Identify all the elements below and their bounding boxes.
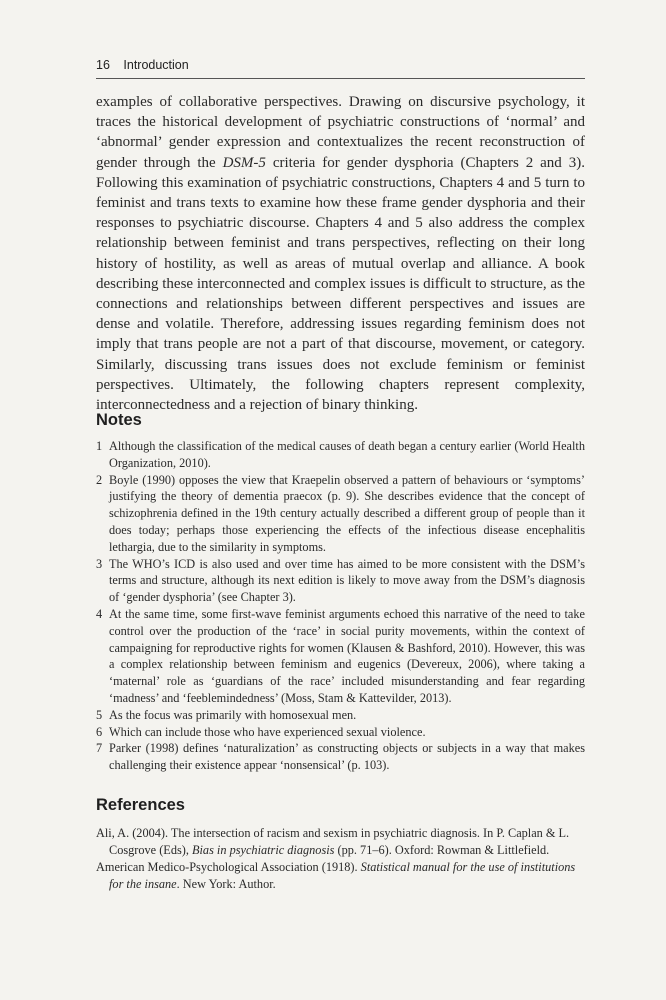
note-number: 2 — [96, 472, 103, 487]
notes-list — [96, 438, 585, 774]
reference-title: Bias in psychiatric diagnosis — [192, 843, 335, 857]
note-number: 1 — [96, 439, 103, 453]
note-text: At the same time, some first-wave feminist arguments echoed this narrative of the need to take control over the production of the ‘race’ in social purity movements, within the context of campaigning for reproductive rights for women (Klausen & Bashford, 2010). However, this was a complex relationship between feminism and eugenics (Devereux, 2006), where taking a ‘maternal’ role as ‘guardians of the race’ included misunderstanding and fear regarding ‘madness’ and ‘feeblemindedness’ (Moss, Stam & Kattevilder, 2013). — [109, 606, 585, 705]
page-number: 16 — [96, 58, 110, 72]
reference-text: . New York: Author. — [176, 877, 276, 891]
note-item — [96, 556, 585, 606]
note-text: Which can include those who have experienced sexual violence. — [109, 724, 426, 739]
body-paragraph-part-2: criteria for gender dysphoria (Chapters 2 and 3). Following this examination of psychiatric constructions, Chapters 4 and 5 turn to feminist and trans texts to examine how these frame gender dysphoria and their responses to psychiatric discourse. Chapters 4 and 5 also address the complex relationship between feminist and trans perspectives, reflecting on their long history of hostility, as well as areas of mutual overlap and alliance. A book describing these interconnected and complex issues is difficult to structure, as the connections and relationships between different perspectives and issues are dense and volatile. Therefore, addressing issues regarding feminism does not imply that trans people are not a part of that discourse, movement, or category. Similarly, discussing trans issues does not exclude feminism or feminist perspectives. Ultimately, the following chapters represent complexity, interconnectedness and a rejection of binary thinking. — [96, 154, 585, 414]
note-text: Boyle (1990) opposes the view that Kraepelin observed a pattern of behaviours or ‘symptoms’ justifying the theory of dementia praecox (p. 9). She describes evidence that the concept of schizophrenia defined in the 19th century actually described a different group of people than it does today; perhaps those experiencing the effects of the infectious disease encephalitis lethargia, due to the similarity in symptoms. — [109, 472, 585, 554]
note-text: The WHO’s ICD is also used and over time has aimed to be more consistent with the DSM’s terms and structure, although its next edition is likely to move away from the DSM’s diagnosis of ‘gender dysphoria’ (see Chapter 3). — [109, 556, 585, 605]
note-item — [96, 707, 585, 724]
note-number: 4 — [96, 606, 103, 621]
body-text — [96, 92, 585, 415]
section-title: Introduction — [123, 58, 189, 72]
reference-item — [96, 825, 585, 859]
note-number: 5 — [96, 707, 103, 722]
references-heading: References — [96, 796, 185, 814]
note-number: 7 — [96, 741, 103, 756]
note-item — [96, 740, 585, 774]
note-text: As the focus was primarily with homosexual men. — [109, 707, 357, 722]
reference-text: (pp. 71–6). Oxford: Rowman & Littlefield. — [334, 843, 550, 857]
note-number: 3 — [96, 556, 103, 571]
body-paragraph-part-1: examples of collaborative perspectives. Drawing on discursive psychology, it traces the historical development of psychiatric constructions of ‘normal’ and ‘abnormal’ gender expression and contextualizes the recent reconstruction of gender through the — [96, 94, 585, 171]
note-text: Parker (1998) defines ‘naturalization’ as constructing objects or subjects in a way that makes challenging their existence appear ‘nonsensical’ (p. 103). — [109, 741, 585, 773]
reference-item — [96, 859, 585, 893]
note-text: Although the classification of the medical causes of death began a century earlier (World Health Organization, 2010). — [109, 439, 585, 470]
reference-title: Statistical manual for the use of institutions for the insane — [109, 860, 576, 891]
body-paragraph-emphasis: DSM-5 — [222, 154, 266, 171]
references-list — [96, 825, 585, 893]
notes-heading: Notes — [96, 411, 142, 429]
running-head — [96, 58, 585, 79]
note-item — [96, 606, 585, 707]
note-item — [96, 724, 585, 741]
body-paragraph — [96, 92, 585, 415]
reference-text: American Medico-Psychological Association (1918). — [96, 860, 361, 874]
note-number: 6 — [96, 724, 103, 739]
note-item — [96, 472, 585, 556]
reference-text: Ali, A. (2004). The intersection of racism and sexism in psychiatric diagnosis. In P. Caplan & L. Cosgrove (Eds), — [96, 826, 570, 857]
note-item — [96, 438, 585, 472]
